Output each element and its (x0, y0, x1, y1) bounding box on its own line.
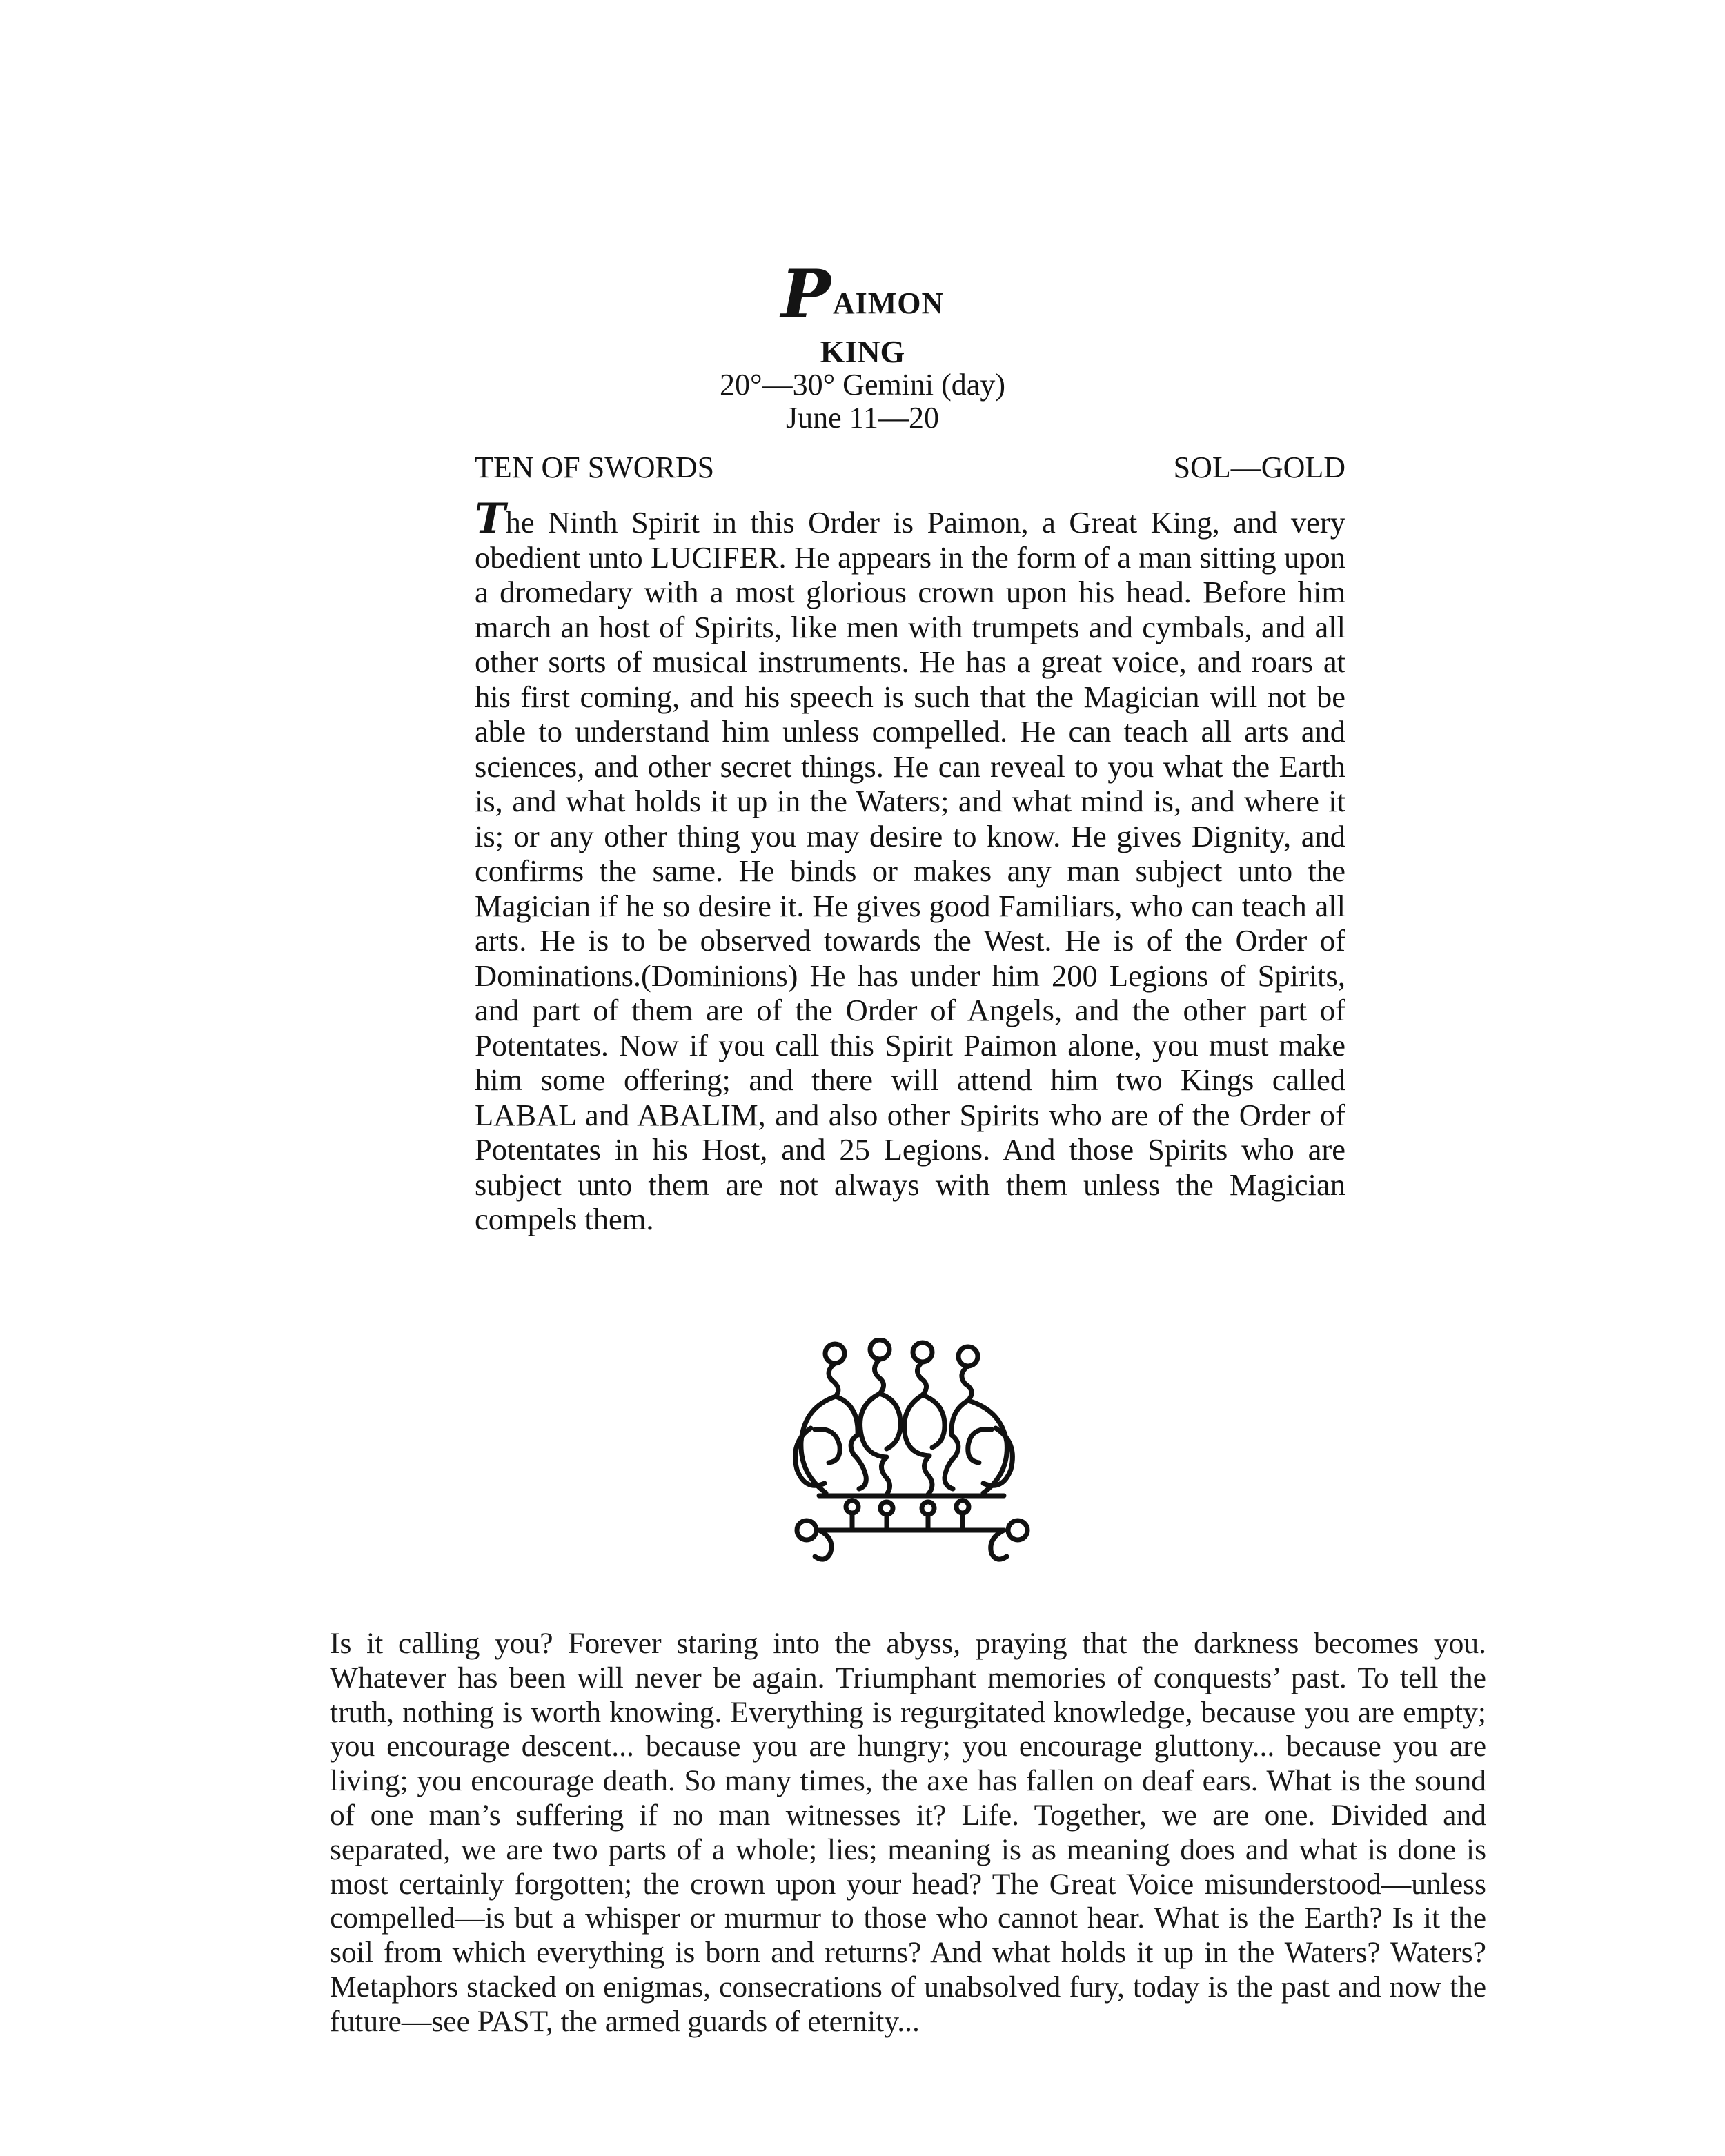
planet-metal: SOL—GOLD (1173, 451, 1346, 484)
commentary-text: Is it calling you? Forever staring into the abyss, praying that the darkness becomes you. Whatever has been will never be again. Triumphant memories of conquests’ past. To tell the truth, nothing is worth knowing. Everything is regurgitated knowledge, because you are empty; you encourage descent... because you are hungry; you encourage gluttony... because you are living; you encourage death. So many times, the axe has fallen on deaf ears. What is the sound of one man’s suffering if no man witnesses it? Life. Together, we are one. Divided and separated, we are two parts of a whole; lies; meaning is as meaning does and what is done is most certainly forgotten; the crown upon your head? The Great Voice misunderstood—unless compelled—is but a whisper or murmur to those who cannot hear. What is the Earth? Is it the soil from which everything is born and returns? And what holds it up in the Waters? Waters? Metaphors stacked on enigmas, consecrations of unabsolved fury, today is the past and now the future—see PAST, the armed guards of eternity... (330, 1627, 1486, 2038)
tarot-card: TEN OF SWORDS (475, 451, 715, 484)
zodiac-degrees: 20°—30° Gemini (day) (719, 368, 1005, 402)
title-rest: AIMON (832, 286, 945, 320)
spirit-rank: KING (820, 333, 905, 369)
spirit-description (475, 495, 1346, 1237)
date-range: June 11—20 (785, 400, 940, 435)
drop-initial: T (475, 495, 506, 543)
title-initial: P (780, 255, 831, 333)
spirit-header (0, 255, 1725, 435)
description-body: he Ninth Spirit in this Order is Paimon, a Great King, and very obedient unto LUCIFER. He appears in the form of a man sitting upon a dromedary with a most glorious crown upon his head. Before him march an host of Spirits, like men with trumpets and cymbals, and all other sorts of musical instruments. He has a great voice, and roars at his first coming, and his speech is such that the Magician will not be able to understand him unless compelled. He can teach all arts and sciences, and other secret things. He can reveal to you what the Earth is, and what holds it up in the Waters; and what mind is, and where it is; or any other thing you may desire to know. He gives Dignity, and confirms the same. He binds or makes any man subject unto the Magician if he so desire it. He gives good Familiars, who can teach all arts. He is to be observed towards the West. He is of the Order of Dominations.(Dominions) He has under him 200 Legions of Spirits, and part of them are of the Order of Angels, and the other part of Potentates. Now if you call this Spirit Paimon alone, you must make him some offering; and there will attend him two Kings called LABAL and ABALIM, and also other Spirits who are of the Order of Potentates in his Host, and 25 Legions. And those Spirits who are subject unto them are not always with them unless the Magician compels them. (475, 505, 1346, 1236)
paimon-sigil-icon (776, 1338, 1045, 1566)
spirit-title (0, 255, 1725, 333)
